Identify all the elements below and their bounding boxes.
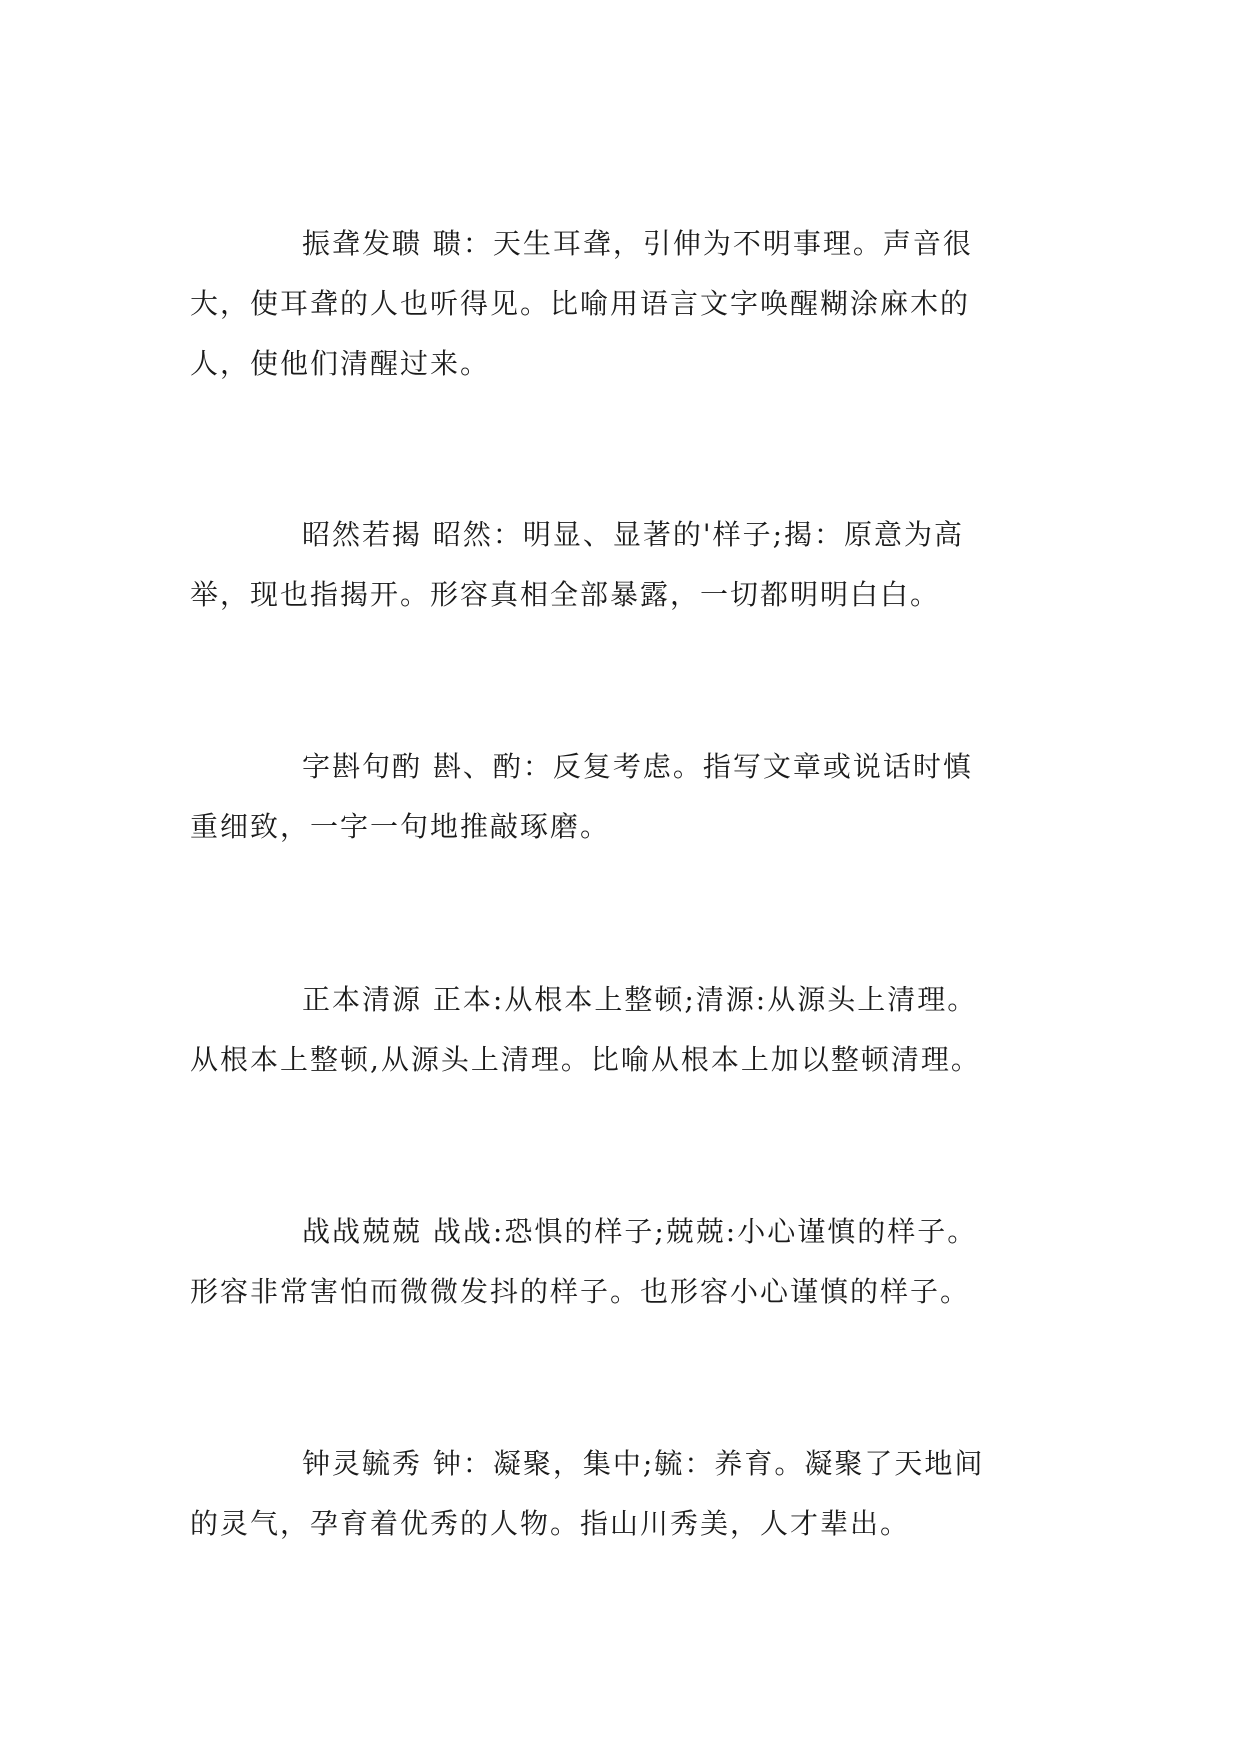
entry-line: 昭然若揭 昭然：明显、显著的'样子;揭：原意为高 — [302, 518, 965, 551]
entry-line: 重细致，一字一句地推敲琢磨。 — [190, 810, 611, 843]
entry-line: 人，使他们清醒过来。 — [190, 347, 491, 380]
entry-line: 钟灵毓秀 钟：凝聚，集中;毓：养育。凝聚了天地间 — [302, 1447, 985, 1480]
entry-line: 大，使耳聋的人也听得见。比喻用语言文字唤醒糊涂麻木的 — [190, 287, 971, 320]
entry-line: 从根本上整顿,从源头上清理。比喻从根本上加以整顿清理。 — [190, 1043, 981, 1076]
entry-line: 战战兢兢 战战:恐惧的样子;兢兢:小心谨慎的样子。 — [302, 1215, 978, 1248]
idiom-entry — [190, 1202, 1058, 1322]
idiom-entry — [190, 1434, 1058, 1554]
entry-line: 形容非常害怕而微微发抖的样子。也形容小心谨慎的样子。 — [190, 1275, 971, 1308]
entry-line: 的灵气，孕育着优秀的人物。指山川秀美，人才辈出。 — [190, 1507, 911, 1540]
idiom-entry — [190, 970, 1058, 1090]
idiom-entry — [190, 505, 1058, 625]
entry-line: 举，现也指揭开。形容真相全部暴露，一切都明明白白。 — [190, 578, 941, 611]
entry-line: 正本清源 正本:从根本上整顿;清源:从源头上清理。 — [302, 983, 978, 1016]
idiom-entry — [190, 737, 1058, 857]
entry-line: 字斟句酌 斟、酌：反复考虑。指写文章或说话时慎 — [302, 750, 973, 783]
entry-line: 振聋发聩 聩：天生耳聋，引伸为不明事理。声音很 — [302, 227, 973, 260]
idiom-entry — [190, 214, 1058, 394]
